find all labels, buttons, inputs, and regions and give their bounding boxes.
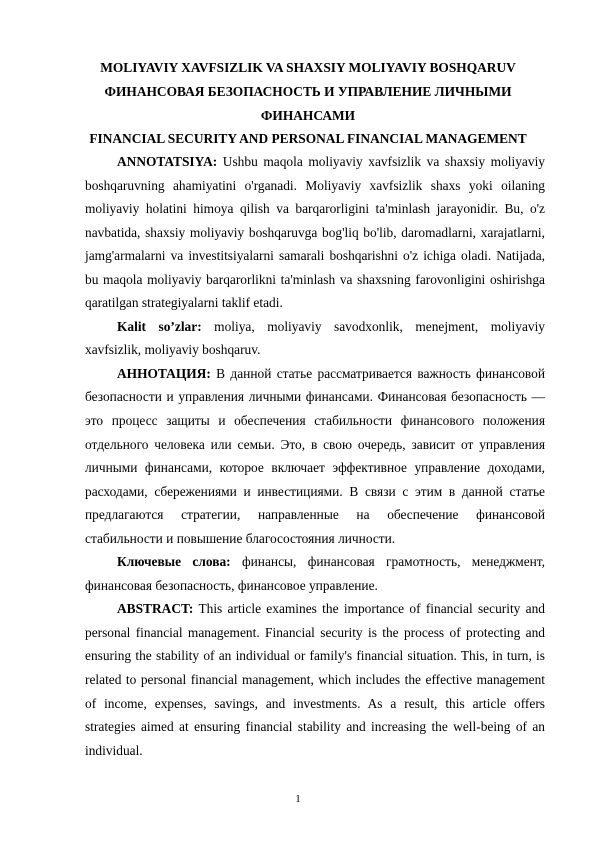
abstract-paragraph xyxy=(85,597,545,762)
title-russian: ФИНАНСОВАЯ БЕЗОПАСНОСТЬ И УПРАВЛЕНИЕ ЛИЧНЫМИ ФИНАНСАМИ xyxy=(104,84,512,123)
kalit-text: moliya, moliyaviy savodxonlik, menejment, moliyaviy xavfsizlik, moliyaviy boshqaruv. xyxy=(85,318,545,358)
klyuchevye-text: финансы, финансовая грамотность, менеджмент, финансовая безопасность, финансовое управление. xyxy=(85,554,545,593)
title-english: FINANCIAL SECURITY AND PERSONAL FINANCIAL MANAGEMENT xyxy=(89,131,527,146)
abstract-body xyxy=(85,150,545,762)
annotatsiya-label: ANNOTATSIYA: xyxy=(117,154,218,169)
klyuchevye-paragraph xyxy=(85,550,545,597)
klyuchevye-label: Ключевые слова: xyxy=(117,554,231,570)
annotatsiya-text: Ushbu maqola moliyaviy xavfsizlik va shaxsiy moliyaviy boshqaruvning ahamiyatini o'rganadi. Moliyaviy xavfsizlik shaxs yoki oilaning moliyaviy holatini himoya qilish va barqarorligini ta'minlash jarayonidir. Bu, o'z navbatida, shaxsiy moliyaviy boshqaruvga bog'liq bo'lib, daromadlarni, xarajatlarni, jamg'armalarni va investitsiyalarni samarali boshqarishni o'z ichiga oladi. Natijada, bu maqola moliyaviy barqarorlikni ta'minlash va shaxsning farovonligini oshirishga qaratilgan strategiyalarni taklif etadi. xyxy=(85,154,545,311)
annotaciya-paragraph xyxy=(85,362,545,550)
kalit-label: Kalit so’zlar: xyxy=(117,318,202,334)
annotaciya-label: АННОТАЦИЯ: xyxy=(117,365,211,381)
abstract-label: ABSTRACT: xyxy=(117,601,194,617)
kalit-paragraph xyxy=(85,315,545,362)
abstract-text: This article examines the importance of financial security and personal financial management. Financial security is the process of protecting and ensuring the stability of an individual or family's financial situation. This, in turn, is related to personal financial management, which includes the effective management of income, expenses, savings, and investments. As a result, this article offers strategies aimed at ensuring financial stability and increasing the well-being of an individual. xyxy=(85,601,545,758)
annotatsiya-paragraph xyxy=(85,150,545,315)
title-uzbek: MOLIYAVIY XAVFSIZLIK VA SHAXSIY MOLIYAVIY BOSHQARUV xyxy=(100,60,516,75)
page-number: 1 xyxy=(295,793,301,805)
annotaciya-text: В данной статье рассматривается важность финансовой безопасности и управления личными финансами. Финансовая безопасность — это процесс защиты и обеспечения стабильности финансового положения отдельного человека или семьи. Это, в свою очередь, зависит от управления личными финансами, которое включает эффективное управление доходами, расходами, сбережениями и инвестициями. В связи с этим в данной статье предлагаются стратегии, направленные на обеспечение финансовой стабильности и повышение благосостояния личности. xyxy=(85,365,545,546)
